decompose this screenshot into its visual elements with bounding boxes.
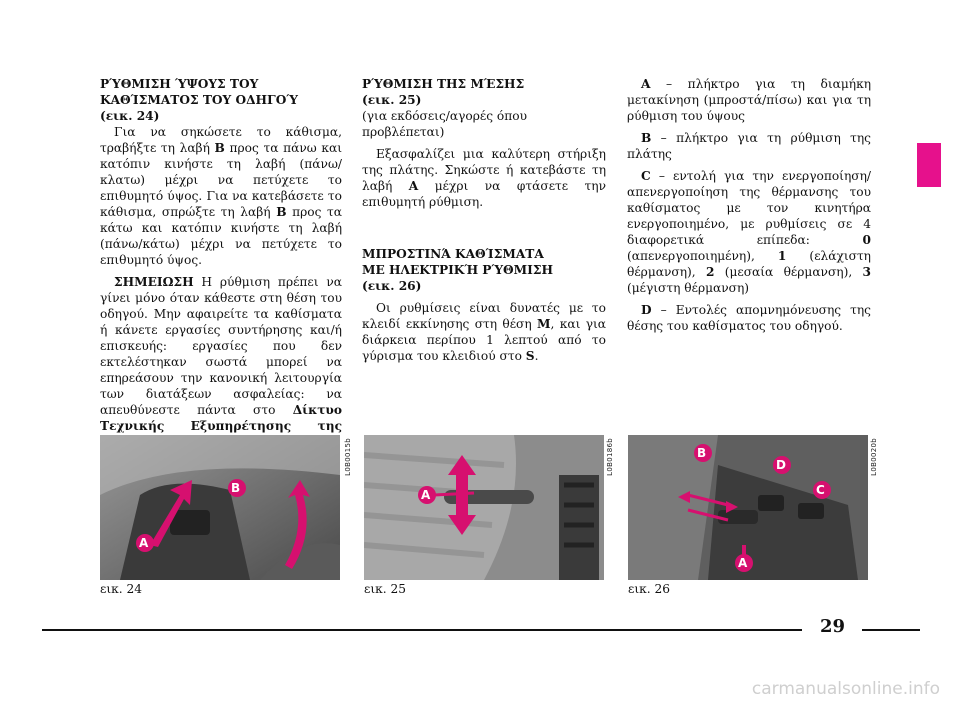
figure-26-code: L0B0020b: [870, 438, 878, 476]
item-c: C – εντολή για την ενεργοποίηση/απενεργοποίηση της θέρμανσης του καθίσματος με τον κινητήρα ενεργοποιημένο, με ρυθμίσεις σε 4 διαφορετικά επίπεδα: 0 (απενεργοποιημένη), 1 (ελάχιστη θέρμανση), 2 (μεσαία θέρμανση), 3 (μέγιστη θέρμανση): [627, 169, 871, 295]
figure-24-code: L0B0015b: [344, 438, 352, 476]
subtext-versions-1: (για εκδόσεις/αγορές όπου: [362, 109, 527, 123]
subtext-versions-2: προβλέπεται): [362, 125, 445, 139]
item-a: A – πλήκτρο για τη διαμήκη μετακίνηση (μπροστά/πίσω) και για τη ρύθμιση του ύψους: [627, 77, 871, 123]
figure-ref: (εικ. 26): [362, 279, 422, 293]
footer-rule-left: [42, 629, 802, 631]
figure-24-photo: [100, 435, 340, 580]
figure-26-caption: εικ. 26: [628, 582, 670, 596]
item-d: D – Εντολές απομνημόνευσης της θέσης του καθίσματος του οδηγού.: [627, 303, 871, 333]
heading-seat-height-1: ΡΎΘΜΙΣΗ ΎΨΟΥΣ ΤΟΥ: [100, 77, 259, 91]
paragraph-electric-seats: Οι ρυθμίσεις είναι δυνατές με το κλειδί εκκίνησης στη θέση M, και για διάρκεια περίπου 1 λεπτού από το γύρισμα του κλειδιού στο S.: [362, 301, 606, 363]
heading-lumbar: ΡΎΘΜΙΣΗ ΤΗΣ ΜΈΣΗΣ: [362, 77, 525, 91]
page-number: 29: [820, 616, 846, 637]
callout-d: D: [776, 458, 786, 472]
figure-25-photo: [364, 435, 604, 580]
figure-25-caption: εικ. 25: [364, 582, 406, 596]
footer-rule-right: [862, 629, 920, 631]
paragraph-note: ΣΗΜΕΙΩΣΗ Η ρύθμιση πρέπει να γίνει μόνο όταν κάθεστε στη θέση του οδηγού. Μην αφαιρείτε τα καθίσματα ή κάνετε εργασίες συντήρησης και/ή επισκευής: εργασίες που δεν εκτελέστηκαν σωστά μπορεί να επηρεάσουν την κανονική λειτουργία των διατάξεων ασφαλείας: να απευθύνεστε πάντα στο Δίκτυο Τεχνικής Εξυπηρέτησης της: [100, 275, 342, 433]
callout-b: B: [231, 481, 241, 495]
paragraph-seat-height: Για να σηκώσετε το κάθισμα, τραβήξτε τη λαβή B προς τα πάνω και κατόπιν κινήστε τη λαβή (πάνω/κλατω) μέχρι να πετύχετε το επιθυμητό ύψος. Για να κατεβάσετε το κάθισμα, σπρώξτε τη λαβή B προς τα κάτω και κατόπιν κινήστε τη λαβή (πάνω/κάτω) μέχρι να πετύχετε το επιθυμητό ύψος.: [100, 125, 342, 267]
heading-electric-seats-2: ΜΕ ΗΛΕΚΤΡΙΚΉ ΡΎΘΜΙΣΗ: [362, 263, 553, 277]
watermark: carmanualsonline.info: [751, 679, 940, 699]
figure-ref: (εικ. 24): [100, 109, 160, 123]
figure-25-code: L0B0186b: [606, 438, 614, 476]
callout-b: B: [697, 446, 707, 460]
column-seat-height: [100, 76, 342, 450]
figure-26-photo: [628, 435, 868, 580]
item-b: B – πλήκτρο για τη ρύθμιση της πλάτης: [627, 131, 871, 161]
paragraph-lumbar: Εξασφαλίζει μια καλύτερη στήριξη της πλάτης. Σηκώστε ή κατεβάστε τη λαβή A μέχρι να φτάσετε την επιθυμητή ρύθμιση.: [362, 147, 606, 209]
heading-electric-seats-1: ΜΠΡΟΣΤΙΝΆ ΚΑΘΊΣΜΑΤΑ: [362, 247, 544, 261]
callout-a: A: [421, 488, 431, 502]
callout-a: A: [139, 536, 149, 550]
column-lumbar: [362, 76, 606, 364]
figure-ref: (εικ. 25): [362, 93, 422, 107]
callout-c: C: [816, 483, 825, 497]
heading-seat-height-2: ΚΑΘΊΣΜΑΤΟΣ ΤΟΥ ΟΔΗΓΟΎ: [100, 93, 298, 107]
figure-24-caption: εικ. 24: [100, 582, 142, 596]
section-tab: [917, 143, 941, 187]
callout-a: A: [738, 556, 748, 570]
column-controls: [627, 76, 871, 334]
